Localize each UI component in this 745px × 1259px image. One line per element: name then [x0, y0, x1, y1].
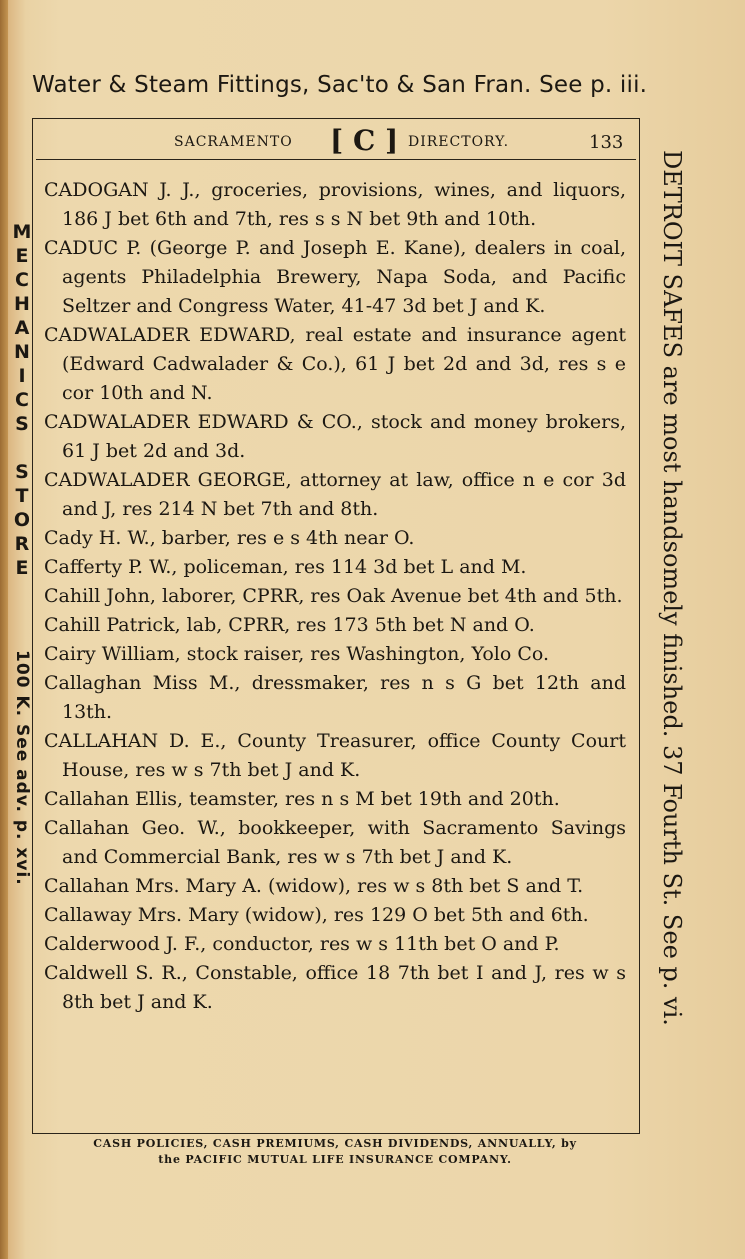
left-rotated-ad — [6, 650, 38, 1010]
bottom-advertisement — [30, 1136, 640, 1168]
entry-name: Cairy William, — [44, 643, 181, 665]
entry-details: (widow), res w s 8th bet S and T. — [261, 875, 584, 897]
top-advertisement: Water & Steam Fittings, Sac'to & San Fran. See p. iii. — [32, 72, 648, 98]
entry-name: Calderwood J. F., — [44, 933, 207, 955]
right-margin-advertisement — [648, 150, 688, 1100]
entry-details: policeman, res 114 3d bet L and M. — [177, 556, 527, 578]
entry-details: (George P. and Joseph E. Kane), dealers in coal, agents Philadelphia Brewery, Napa Soda, and Pacific Seltzer and Congress Water, 41-47 3d bet J and K. — [62, 237, 627, 317]
book-spine-edge — [0, 0, 8, 1259]
entry-details: real estate and insurance agent (Edward Cadwalader & Co.), 61 J bet 2d and 3d, res s e cor 10th and N. — [62, 324, 627, 404]
directory-entry — [44, 611, 626, 640]
directory-entries — [44, 176, 626, 1017]
running-header — [36, 124, 636, 160]
entry-name: CADOGAN J. J., — [44, 179, 201, 201]
entry-name: CADWALADER EDWARD & CO., — [44, 411, 363, 433]
entry-details: stock and money brokers, 61 J bet 2d and 3d. — [62, 411, 626, 462]
directory-entry — [44, 872, 626, 901]
entry-name: Cady H. W., — [44, 527, 156, 549]
header-directory: DIRECTORY. — [408, 134, 510, 150]
header-rule — [36, 159, 636, 160]
directory-entry — [44, 959, 626, 1017]
entry-name: Cahill Patrick, — [44, 614, 181, 636]
entry-details: conductor, res w s 11th bet O and P. — [206, 933, 560, 955]
entry-name: Callahan Geo. W., — [44, 817, 226, 839]
directory-entry — [44, 785, 626, 814]
directory-entry — [44, 553, 626, 582]
left-margin-advertisement — [12, 220, 32, 980]
entry-name: Callahan Mrs. Mary A. — [44, 875, 262, 897]
bottom-ad-line-1: CASH POLICIES, CASH PREMIUMS, CASH DIVIDENDS, ANNUALLY, by — [93, 1137, 577, 1150]
mechanics-store-text: M E C H A N I C S S T O R E — [12, 221, 32, 579]
entry-name: Callaway Mrs. Mary — [44, 904, 239, 926]
entry-name: CADWALADER GEORGE, — [44, 469, 292, 491]
directory-entry — [44, 727, 626, 785]
directory-entry — [44, 669, 626, 727]
entry-name: CADWALADER EDWARD, — [44, 324, 296, 346]
directory-entry — [44, 901, 626, 930]
entry-details: bookkeeper, with Sacramento Savings and Commercial Bank, res w s 7th bet J and K. — [62, 817, 626, 868]
entry-name: Caldwell S. R., — [44, 962, 188, 984]
entry-details: County Treasurer, office County Court House, res w s 7th bet J and K. — [62, 730, 626, 781]
entry-details: attorney at law, office n e cor 3d and J, res 214 N bet 7th and 8th. — [62, 469, 626, 520]
entry-details: groceries, provisions, wines, and liquors, 186 J bet 6th and 7th, res s s N bet 9th and 10th. — [62, 179, 626, 230]
directory-entry — [44, 234, 626, 321]
directory-entry — [44, 814, 626, 872]
entry-details: teamster, res n s M bet 19th and 20th. — [183, 788, 560, 810]
bottom-ad-line-2: the PACIFIC MUTUAL LIFE INSURANCE COMPANY. — [158, 1153, 512, 1166]
entry-details: Constable, office 18 7th bet I and J, res w s 8th bet J and K. — [62, 962, 626, 1013]
entry-details: stock raiser, res Washington, Yolo Co. — [180, 643, 550, 665]
entry-name: Callahan Ellis, — [44, 788, 184, 810]
page-number: 133 — [589, 132, 624, 153]
directory-entry — [44, 321, 626, 408]
entry-details: (widow), res 129 O bet 5th and 6th. — [238, 904, 589, 926]
right-rotated-text: DETROIT SAFES are most handsomely finished. 37 Fourth St. See p. vi. — [658, 150, 686, 1026]
header-city: SACRAMENTO — [174, 134, 293, 150]
directory-entry — [44, 466, 626, 524]
directory-entry — [44, 582, 626, 611]
entry-name: Cahill John, — [44, 585, 156, 607]
left-rotated-text: 100 K. See adv. p. xvi. — [12, 650, 32, 886]
entry-name: CADUC P. — [44, 237, 142, 259]
entry-details: barber, res e s 4th near O. — [155, 527, 415, 549]
entry-details: lab, CPRR, res 173 5th bet N and O. — [180, 614, 535, 636]
directory-entry — [44, 176, 626, 234]
directory-entry — [44, 524, 626, 553]
directory-entry — [44, 930, 626, 959]
entry-details: dressmaker, res n s G bet 12th and 13th. — [62, 672, 626, 723]
entry-name: CALLAHAN D. E., — [44, 730, 227, 752]
directory-entry — [44, 408, 626, 466]
entry-name: Cafferty P. W., — [44, 556, 178, 578]
entry-details: laborer, CPRR, res Oak Avenue bet 4th and 5th. — [155, 585, 623, 607]
entry-name: Callaghan Miss M., — [44, 672, 241, 694]
directory-entry — [44, 640, 626, 669]
header-letter: [ C ] — [330, 124, 399, 157]
